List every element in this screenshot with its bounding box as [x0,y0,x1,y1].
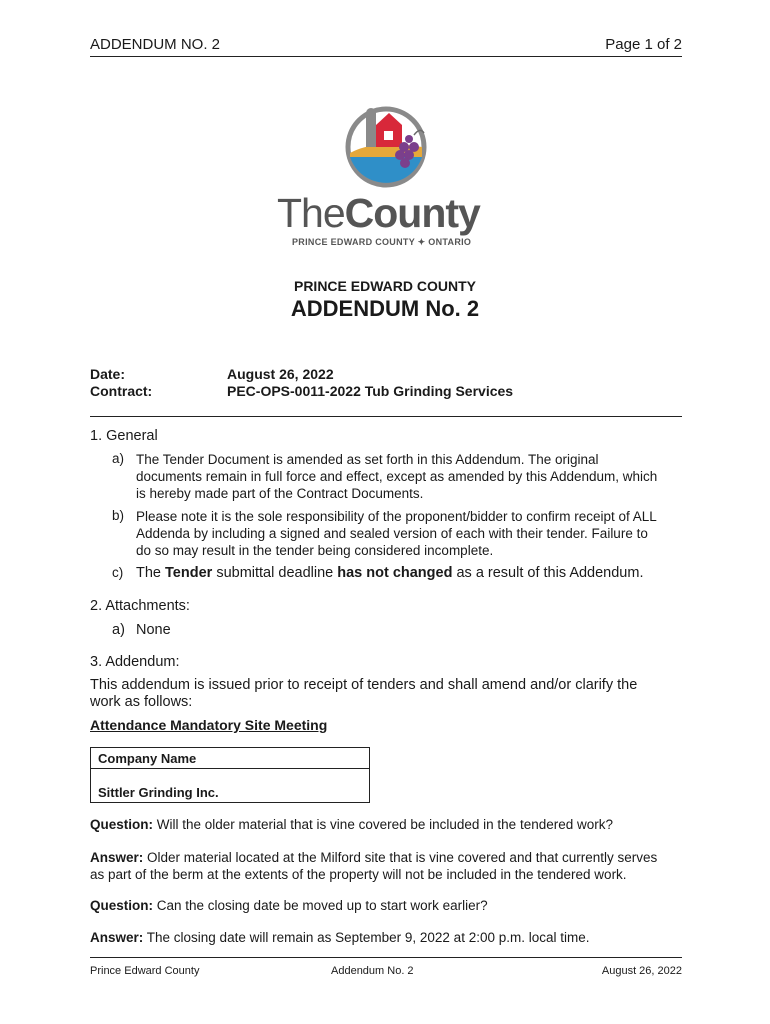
footer-divider [90,957,682,958]
table-header [91,748,369,769]
text-run-bold: has not changed [337,565,453,581]
text-run: The [136,565,166,581]
attachments-heading: 2. Attachments: [90,598,190,614]
column-header-company-name: Company Name [98,751,197,766]
question-label: Question: [90,817,153,832]
text-run: Older material located at the Milford site that is vine covered and that currently serves [143,850,658,865]
text-line: work as follows: [90,694,193,710]
list-item-letter: c) [112,565,124,580]
attendance-title: Attendance Mandatory Site Meeting [90,717,328,733]
page-number: Page 1 of 2 [605,36,682,53]
footer-center: Addendum No. 2 [331,965,414,977]
general-heading: 1. General [90,428,158,444]
text-run: The closing date will remain as September 9, 2022 at 2:00 p.m. local time. [143,930,590,945]
addendum-title: ADDENDUM No. 2 [290,296,480,321]
question-paragraph [90,816,682,833]
header-title: ADDENDUM NO. 2 [90,36,221,53]
text-line: The Tender Document is amended as set forth in this Addendum. The original [136,452,599,467]
page-header [90,34,682,57]
contract-label: Contract: [90,383,153,399]
county-title: PRINCE EDWARD COUNTY [293,278,476,294]
table-cell: Sittler Grinding Inc. [98,785,219,800]
wordmark-the: The [277,190,345,236]
attendance-table [90,747,370,803]
list-item-letter: a) [112,622,125,638]
wordmark-county: County [344,190,480,236]
logo-tagline: PRINCE EDWARD COUNTY ✦ ONTARIO [292,237,472,247]
list-item-text [136,508,681,559]
answer-paragraph [90,929,682,946]
footer-right: August 26, 2022 [601,965,682,977]
contract-value: PEC-OPS-0011-2022 Tub Grinding Services [227,383,514,399]
footer-left: Prince Edward County [90,965,200,977]
addendum-heading: 3. Addendum: [90,654,180,670]
list-item-text [136,565,681,582]
text-line: as part of the berm at the extents of the property will not be included in the tendered work. [90,867,627,882]
question-paragraph [90,897,682,914]
text-line: This addendum is issued prior to receipt of tenders and shall amend and/or clarify the [90,677,638,693]
text-run: Will the older material that is vine covered be included in the tendered work? [153,817,613,832]
text-run-bold: Tender [165,565,213,581]
answer-label: Answer: [90,930,144,945]
answer-label: Answer: [90,850,144,865]
text-run: Can the closing date be moved up to start work earlier? [153,898,488,913]
section-divider [90,416,682,417]
text-line: documents remain in full force and effect, except as amended by this Addendum, which [136,469,658,484]
date-label: Date: [90,366,126,382]
answer-paragraph [90,849,682,883]
list-item-letter: b) [112,508,125,523]
list-item-text: None [136,622,171,638]
question-label: Question: [90,898,153,913]
date-value: August 26, 2022 [227,366,334,382]
text-line: Addenda by including a signed and sealed version of each with their tender. Failure to [136,526,648,541]
text-line: Please note it is the sole responsibility of the proponent/bidder to confirm receipt of ALL [136,509,657,524]
county-wordmark [277,190,497,237]
text-line: do so may result in the tender being considered incomplete. [136,543,494,558]
list-item-letter: a) [112,451,125,466]
text-line: is hereby made part of the Contract Documents. [136,486,424,501]
text-run: submittal deadline [212,565,338,581]
text-run: as a result of this Addendum. [452,565,644,581]
addendum-intro [90,677,682,711]
list-item-text [136,451,681,502]
